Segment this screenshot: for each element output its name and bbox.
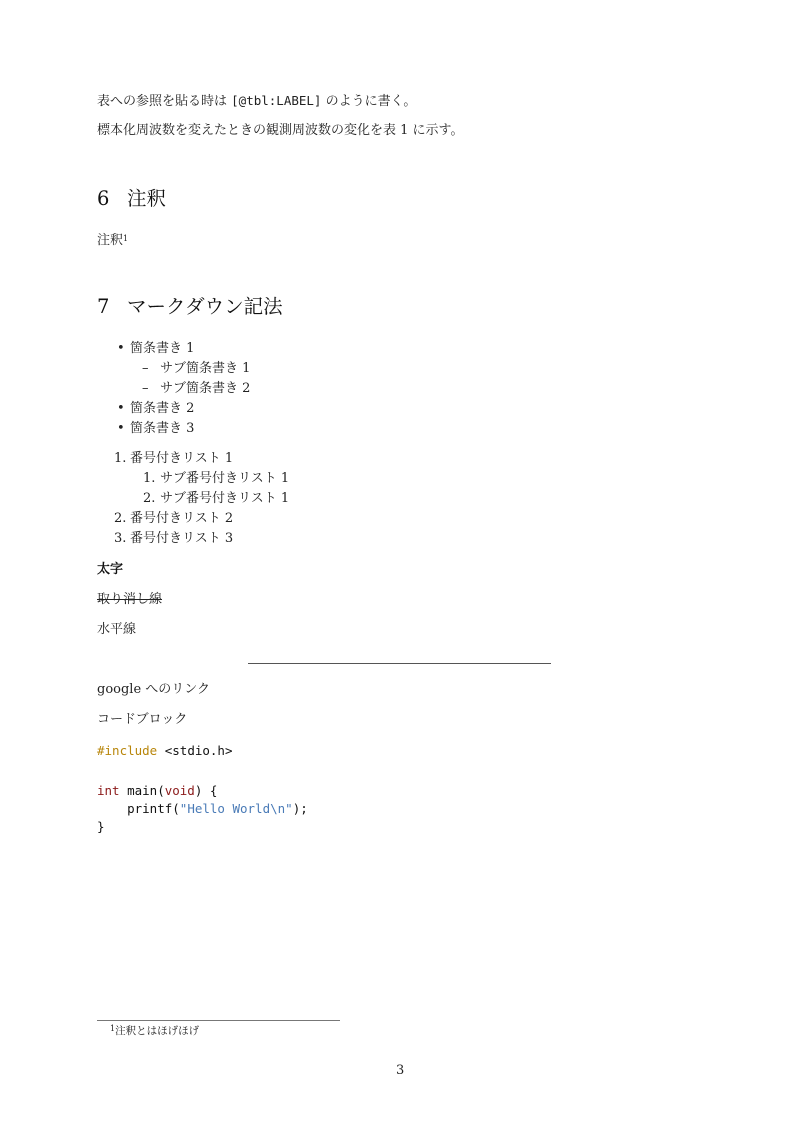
list-item: サブ箇条書き 2 — [160, 381, 251, 396]
horizontal-rule-label: 水平線 — [97, 622, 137, 637]
list-number: 1. — [114, 451, 127, 466]
google-link[interactable]: google へのリンク — [97, 682, 211, 697]
bullet-marker: • — [117, 421, 125, 436]
list-item: 番号付きリスト 3 — [130, 531, 234, 546]
list-item: 番号付きリスト 2 — [130, 511, 234, 526]
section-heading-6 — [97, 187, 166, 211]
code-token: ); — [292, 801, 308, 816]
list-item: 番号付きリスト 1 — [130, 451, 234, 466]
code-line-blank — [97, 760, 308, 782]
inline-code: [@tbl:LABEL] — [231, 93, 322, 108]
text-segment: 表への参照を貼る時は — [97, 94, 232, 109]
code-line: } — [97, 819, 105, 834]
code-token: ) { — [194, 783, 218, 798]
footnote-text: 注釈とはほげほげ — [115, 1025, 200, 1037]
code-line — [97, 742, 308, 760]
list-item: サブ番号付きリスト 1 — [160, 471, 290, 486]
footnote-paragraph — [97, 232, 128, 250]
sub-bullet-marker: – — [142, 381, 149, 396]
strikethrough-text: 取り消し線 — [97, 592, 163, 607]
bold-text: 太字 — [97, 562, 124, 577]
list-item: サブ番号付きリスト 1 — [160, 491, 290, 506]
list-number: 2. — [114, 511, 127, 526]
list-number: 3. — [114, 531, 127, 546]
list-number: 1. — [143, 471, 156, 486]
horizontal-rule — [248, 663, 551, 664]
code-token: #include — [97, 743, 158, 758]
list-item: 箇条書き 1 — [130, 341, 195, 356]
code-block-label: コードブロック — [97, 712, 188, 727]
list-item: 箇条書き 2 — [130, 401, 195, 416]
code-line — [97, 800, 308, 818]
section-heading-7 — [97, 295, 283, 319]
footnote-rule — [97, 1020, 340, 1021]
page-number: 3 — [396, 1063, 405, 1078]
sub-bullet-marker: – — [142, 361, 149, 376]
section-title: 注釈 — [127, 187, 167, 210]
bullet-marker: • — [117, 341, 125, 356]
text-segment: のように書く。 — [321, 94, 417, 109]
code-token: printf( — [97, 801, 180, 816]
list-item: サブ箇条書き 1 — [160, 361, 251, 376]
footnote-reference[interactable]: 1 — [123, 234, 129, 243]
code-token: <stdio.h> — [157, 743, 233, 758]
section-number: 6 — [97, 187, 110, 210]
table-reference-instruction — [97, 92, 416, 111]
code-token: "Hello World\n" — [179, 801, 293, 816]
footnote — [110, 1024, 199, 1038]
code-token: main( — [119, 783, 165, 798]
code-block — [97, 742, 308, 836]
list-number: 2. — [143, 491, 156, 506]
code-line — [97, 782, 308, 800]
section-title: マークダウン記法 — [127, 295, 283, 318]
code-token: int — [97, 783, 120, 798]
table-reference-paragraph: 標本化周波数を変えたときの観測周波数の変化を表 1 に示す。 — [97, 123, 464, 138]
bullet-marker: • — [117, 401, 125, 416]
text-segment: 注釈 — [97, 233, 124, 248]
code-token: void — [164, 783, 195, 798]
footnote-mark: 1 — [110, 1024, 116, 1033]
section-number: 7 — [97, 295, 110, 318]
list-item: 箇条書き 3 — [130, 421, 195, 436]
